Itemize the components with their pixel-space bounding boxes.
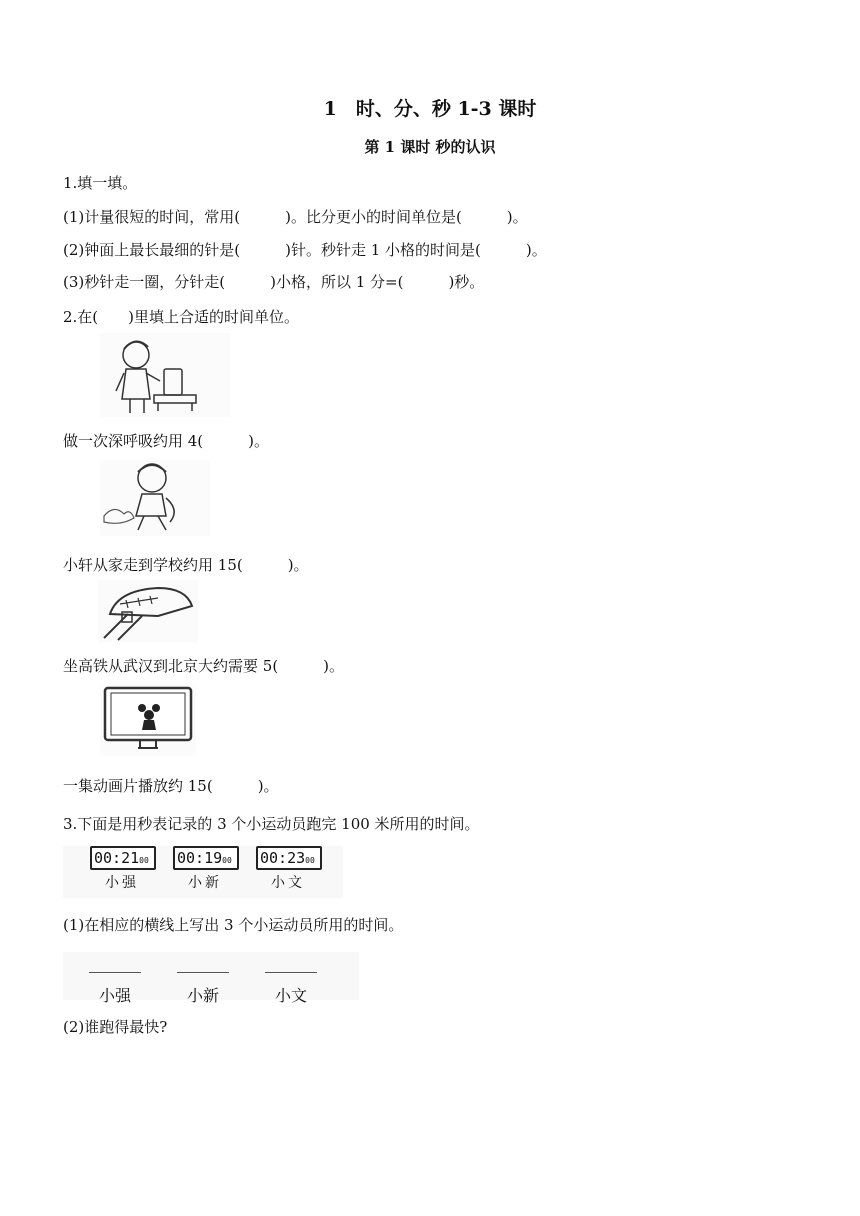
boy-with-cup-illustration <box>100 333 230 417</box>
q2-heading: 2.在( )里填上合适的时间单位。 <box>63 308 300 326</box>
stopwatch-1-hundredths: 00 <box>139 856 149 865</box>
q3-heading: 3.下面是用秒表记录的 3 个小运动员跑完 100 米所用的时间。 <box>63 815 480 833</box>
stopwatch-3-name: 小文 <box>271 875 305 891</box>
lesson-subtitle: 第 1 课时 秒的认识 <box>364 138 496 156</box>
page-title: 1 时、分、秒 1-3 课时 <box>323 98 537 120</box>
q3-part2: (2)谁跑得最快? <box>63 1018 168 1036</box>
stopwatch-2-hundredths: 00 <box>222 856 232 865</box>
q1-item-1: (1)计量很短的时间，常用( )。比分更小的时间单位是( )。 <box>63 208 528 226</box>
stopwatch-group <box>63 846 343 898</box>
answer-blank-3-name: 小文 <box>274 986 307 1005</box>
boy-walking-illustration <box>100 460 210 536</box>
answer-blank-1-name: 小强 <box>98 986 131 1005</box>
q1-item-2: (2)钟面上最长最细的针是( )针。秒针走 1 小格的时间是( )。 <box>63 241 547 259</box>
stopwatch-3-time: 00:23 <box>260 849 306 867</box>
train-illustration <box>98 580 198 642</box>
q1-heading: 1.填一填。 <box>63 174 138 192</box>
answer-blanks <box>63 952 359 1005</box>
answer-blank-3[interactable] <box>263 972 319 1006</box>
q2-item-3: 坐高铁从武汉到北京大约需要 5( )。 <box>63 657 345 675</box>
stopwatch-2-time: 00:19 <box>177 849 223 867</box>
answer-blank-2[interactable] <box>175 972 231 1006</box>
q1-item-3: (3)秒针走一圈，分针走( )小格，所以 1 分=( )秒。 <box>63 273 485 291</box>
stopwatch-2-name: 小新 <box>188 875 222 891</box>
stopwatch-3-hundredths: 00 <box>305 856 315 865</box>
stopwatch-1 <box>90 846 154 892</box>
stopwatch-2 <box>173 846 237 892</box>
q3-part1: (1)在相应的横线上写出 3 个小运动员所用的时间。 <box>63 916 404 934</box>
answer-blank-1[interactable] <box>87 972 143 1006</box>
answer-blank-2-name: 小新 <box>186 986 219 1005</box>
stopwatch-1-time: 00:21 <box>94 849 140 867</box>
stopwatch-1-name: 小强 <box>105 875 139 891</box>
q2-item-4: 一集动画片播放约 15( )。 <box>63 777 279 795</box>
tv-cartoon-illustration <box>100 684 196 756</box>
stopwatch-3 <box>256 846 320 892</box>
q2-item-2: 小轩从家走到学校约用 15( )。 <box>63 556 309 574</box>
q2-item-1: 做一次深呼吸约用 4( )。 <box>63 432 270 450</box>
